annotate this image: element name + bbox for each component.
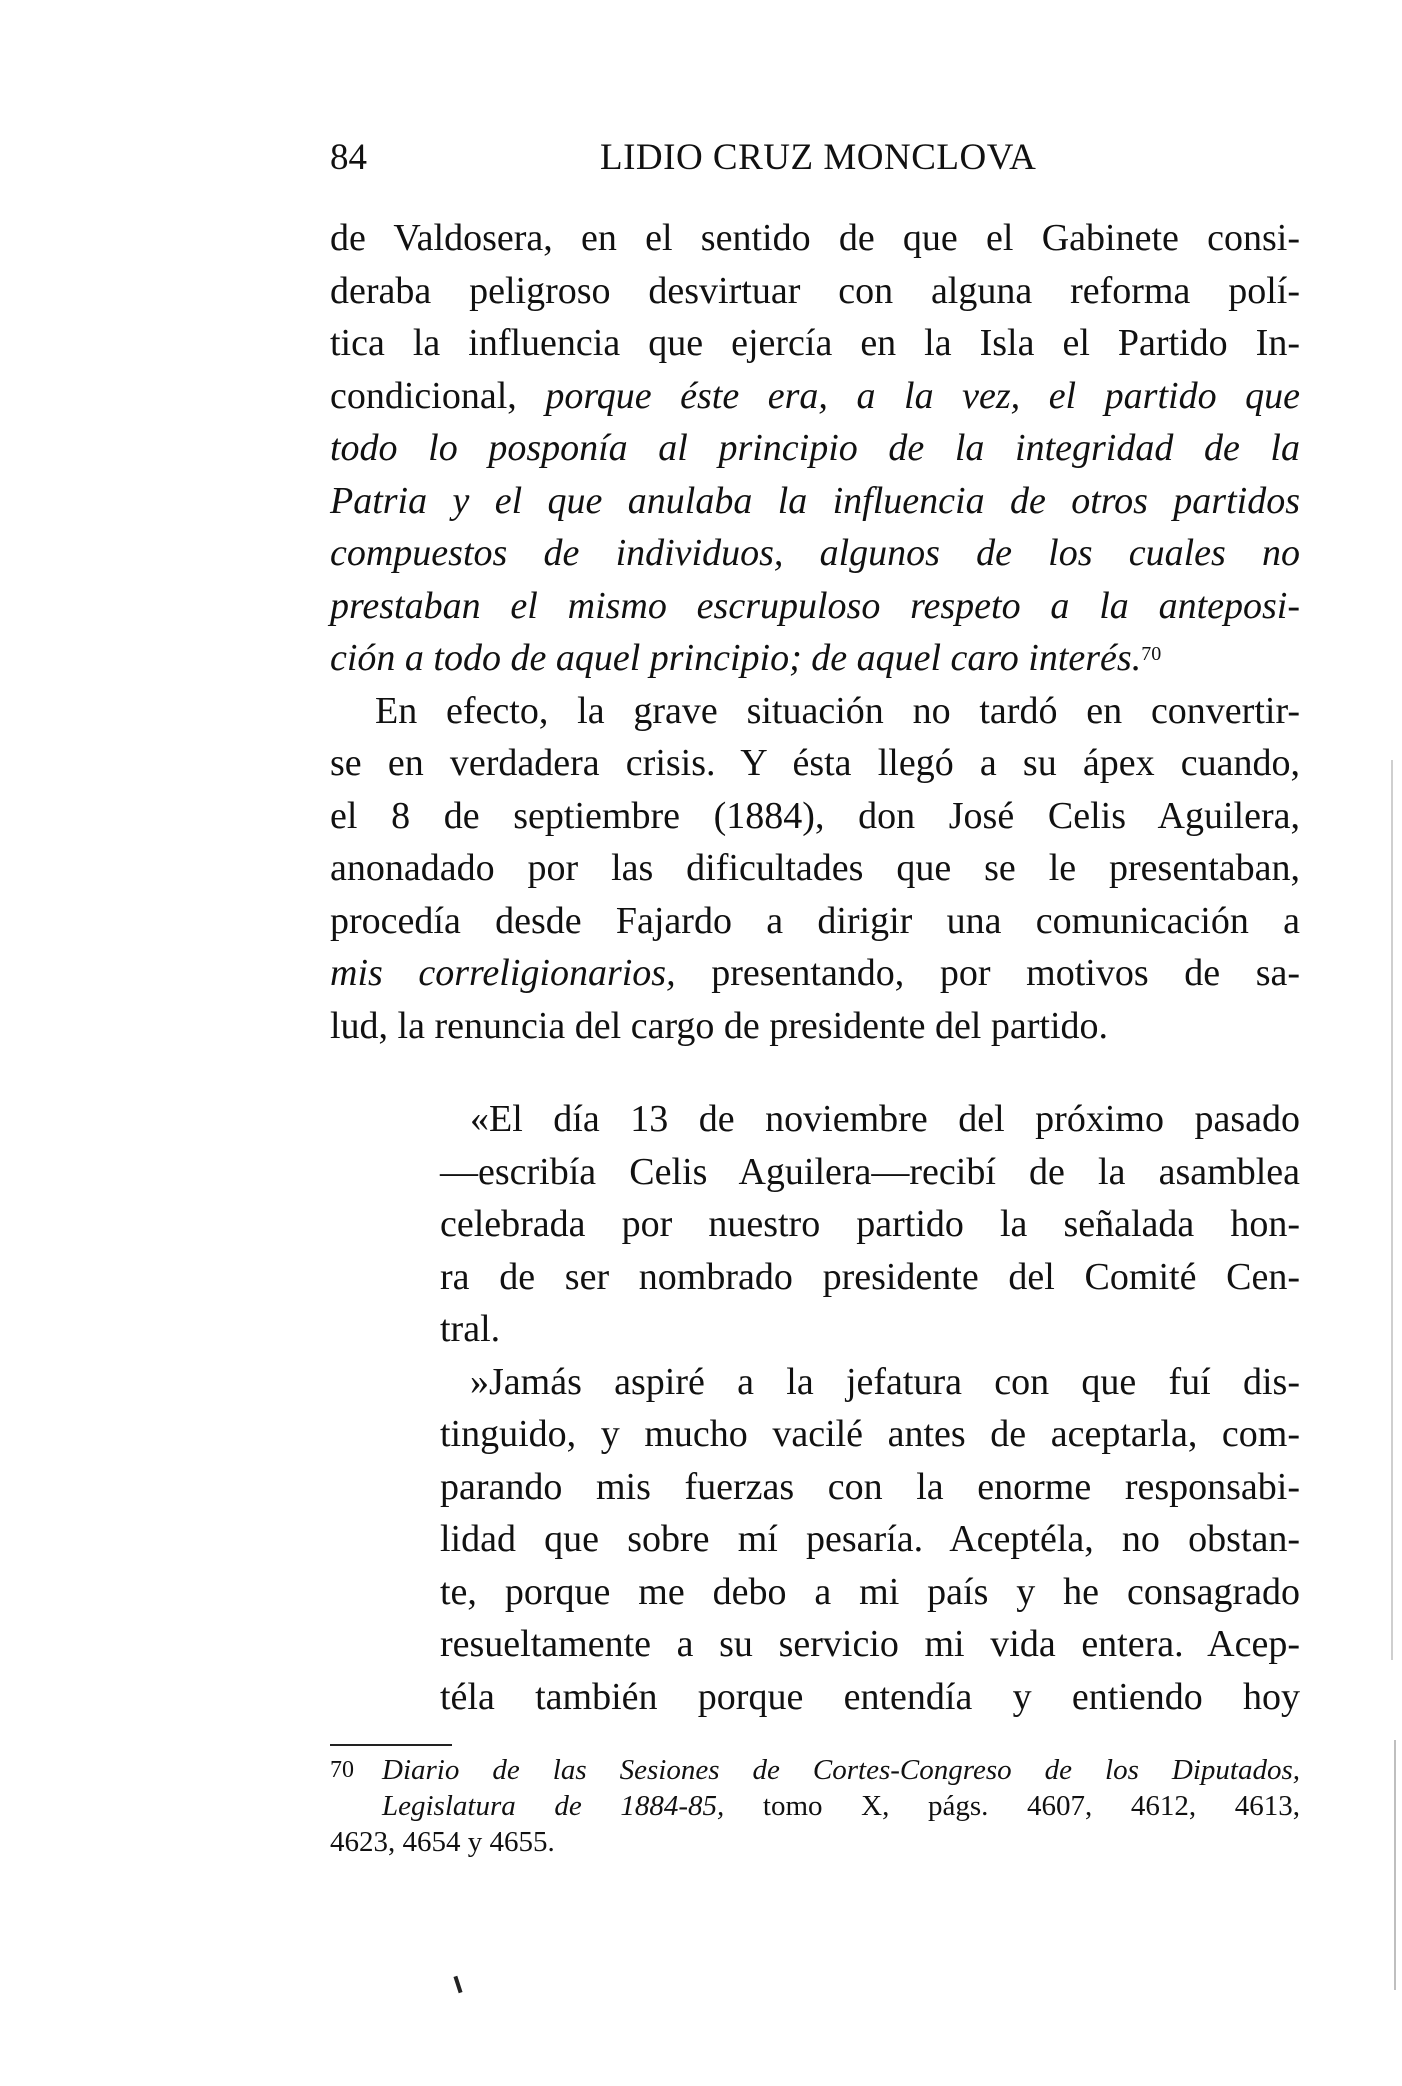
scan-edge-line [1394, 1740, 1396, 1990]
text-line: lidad que sobre mí pesaría. Aceptéla, no obstan- [440, 1518, 1300, 1560]
text-line: tinguido, y mucho vacilé antes de aceptarla, com- [440, 1413, 1300, 1455]
text-line [330, 370, 1300, 423]
text-line: En efecto, la grave situación no tardó en convertir- [375, 689, 1300, 732]
text-line: todo lo posponía al principio de la integridad de la [330, 427, 1300, 469]
text-line: ra de ser nombrado presidente del Comité Cen- [440, 1255, 1300, 1298]
footnote-text [382, 1752, 1300, 1824]
text-line: parando mis fuerzas con la enorme responsabi- [440, 1465, 1300, 1508]
text-run: condicional, [330, 374, 546, 417]
footnote [330, 1752, 1300, 1860]
text-line [330, 632, 1300, 685]
italic-run: porque éste era, a la vez, el partido que [545, 374, 1300, 417]
text-line: lud, la renuncia del cargo de presidente del partido. [330, 1004, 1108, 1047]
text-line: de Valdosera, en el sentido de que el Gabinete consi- [330, 217, 1300, 259]
quote-paragraph [440, 1093, 1300, 1356]
text-run: tomo X, págs. 4607, 4612, 4613, [724, 1790, 1300, 1822]
text-line: Patria y el que anulaba la influencia de otros partidos [330, 479, 1300, 522]
footnote-reference: 70 [1141, 643, 1162, 665]
scan-mark [453, 1976, 462, 1993]
text-line: tica la influencia que ejercía en la Isla el Partido In- [330, 322, 1300, 364]
footnote-line [382, 1788, 1300, 1824]
footnote-line: 4623, 4654 y 4655. [330, 1826, 555, 1858]
text-line: celebrada por nuestro partido la señalada hon- [440, 1203, 1300, 1245]
block-quote [440, 1093, 1300, 1723]
text-line: el 8 de septiembre (1884), don José Celis Aguilera, [330, 794, 1300, 837]
quote-paragraph [440, 1356, 1300, 1724]
text-line: prestaban el mismo escrupuloso respeto a la anteposi- [330, 584, 1300, 627]
text-line [330, 947, 1300, 1000]
scan-edge-line [1391, 760, 1393, 1660]
footnote-divider [330, 1744, 452, 1746]
text-line: »Jamás aspiré a la jefatura con que fuí dis- [470, 1360, 1300, 1403]
text-line: se en verdadera crisis. Y ésta llegó a su ápex cuando, [330, 742, 1300, 784]
text-line: procedía desde Fajardo a dirigir una comunicación a [330, 899, 1300, 942]
italic-run: Legislatura de 1884-85, [382, 1790, 725, 1822]
text-line: «El día 13 de noviembre del próximo pasado [470, 1098, 1300, 1140]
text-line: compuestos de individuos, algunos de los cuales no [330, 532, 1300, 574]
footnote-line: Diario de las Sesiones de Cortes-Congreso de los Diputados, [382, 1754, 1300, 1786]
text-line: resueltamente a su servicio mi vida entera. Acep- [440, 1623, 1300, 1665]
page-number: 84 [330, 137, 367, 178]
italic-run: mis correligionarios, [330, 952, 676, 994]
text-line: deraba peligroso desvirtuar con alguna reforma polí- [330, 269, 1300, 312]
footnote-number: 70 [330, 1757, 354, 1783]
text-run: presentando, por motivos de sa- [675, 952, 1301, 994]
text-line: te, porque me debo a mi país y he consagrado [440, 1570, 1300, 1613]
text-line: anonadado por las dificultades que se le presentaban, [330, 847, 1300, 889]
main-text [330, 212, 1300, 1052]
running-header [330, 128, 1330, 188]
running-title: LIDIO CRUZ MONCLOVA [600, 137, 1037, 178]
text-line: téla también porque entendía y entiendo hoy [440, 1675, 1300, 1718]
paragraph [330, 212, 1300, 685]
text-line: tral. [440, 1308, 501, 1350]
text-line: —escribía Celis Aguilera—recibí de la asamblea [440, 1150, 1300, 1193]
text-run: ción a todo de aquel principio; de aquel caro interés. [330, 637, 1142, 679]
paragraph [330, 685, 1300, 1053]
